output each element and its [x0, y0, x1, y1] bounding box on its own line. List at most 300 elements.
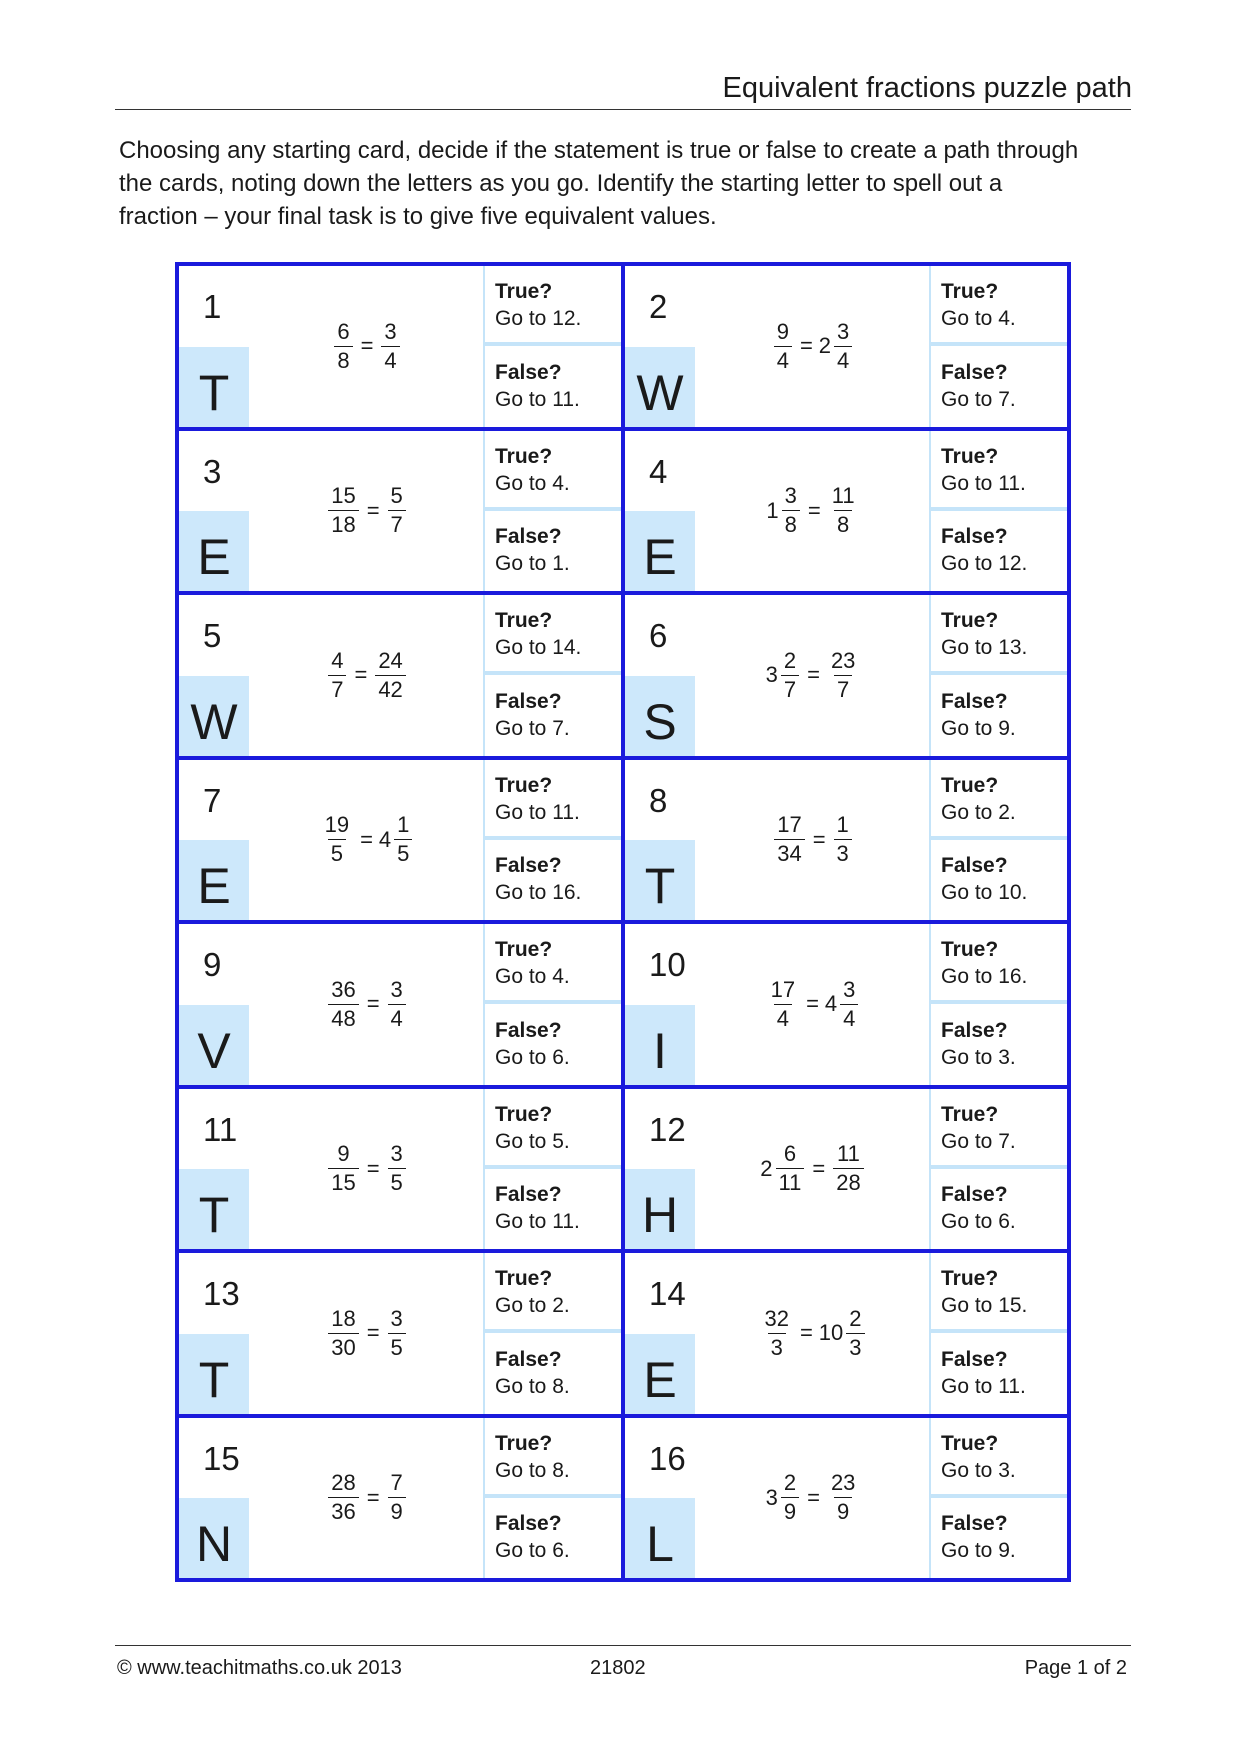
false-label: False?	[495, 854, 562, 877]
false-choice	[931, 1498, 1067, 1578]
fraction-statement	[326, 1469, 408, 1526]
card-letter-box	[625, 347, 695, 427]
left-fraction	[328, 1469, 358, 1526]
false-label: False?	[495, 360, 562, 384]
right-fraction	[840, 976, 858, 1033]
numerator: 4	[331, 647, 344, 673]
false-choice	[485, 676, 621, 756]
fraction-statement	[766, 1469, 861, 1526]
left-fraction	[328, 482, 358, 539]
false-destination: Go to 16.	[495, 881, 582, 904]
card-letter: T	[644, 858, 676, 914]
false-label: False?	[495, 1512, 562, 1535]
left-fraction	[782, 482, 800, 539]
right-fraction	[388, 1469, 406, 1526]
card-letter-box	[179, 1334, 249, 1414]
fraction-statement-area	[249, 1418, 485, 1579]
numerator: 23	[830, 1470, 856, 1496]
true-choice	[485, 924, 621, 1004]
numerator: 36	[331, 976, 356, 1002]
card-choices	[483, 1089, 621, 1250]
denominator: 5	[394, 839, 412, 868]
true-destination: Go to 4.	[495, 471, 570, 495]
true-choice	[931, 431, 1067, 511]
equals-sign: =	[366, 1155, 380, 1181]
true-label: True?	[941, 773, 999, 797]
true-destination: Go to 4.	[495, 965, 570, 988]
fraction-statement-area	[695, 1089, 931, 1250]
card-choices	[929, 1418, 1067, 1579]
card-letter-box	[179, 1169, 249, 1249]
true-label: True?	[941, 1102, 999, 1126]
equals-sign: =	[799, 333, 813, 359]
true-label: True?	[495, 1102, 553, 1126]
card-number: 1	[203, 288, 222, 325]
numerator: 3	[390, 1141, 403, 1167]
card-letter: E	[643, 1351, 677, 1408]
card-letter: E	[197, 529, 231, 585]
true-label: True?	[941, 938, 999, 961]
puzzle-card	[177, 1251, 623, 1416]
true-destination: Go to 15.	[941, 1294, 1028, 1317]
numerator: 1	[397, 812, 410, 838]
false-choice	[931, 840, 1067, 920]
card-letter: E	[643, 529, 677, 585]
false-label: False?	[495, 1018, 562, 1042]
numerator: 15	[331, 483, 356, 509]
fraction-statement	[766, 647, 861, 704]
fraction-statement-area	[695, 924, 931, 1085]
true-label: True?	[495, 773, 553, 797]
card-letter: N	[195, 1516, 233, 1572]
true-choice	[485, 1089, 621, 1169]
puzzle-card	[177, 264, 623, 429]
true-destination: Go to 16.	[941, 965, 1028, 988]
denominator: 3	[768, 1333, 786, 1362]
left-fraction	[761, 1305, 791, 1362]
false-destination: Go to 9.	[941, 716, 1016, 740]
left-fraction	[781, 1469, 799, 1526]
right-fraction	[388, 976, 406, 1033]
equals-sign: =	[354, 662, 368, 688]
card-choices	[929, 431, 1067, 592]
true-label: True?	[941, 1431, 999, 1455]
puzzle-card	[623, 429, 1069, 594]
left-fraction	[322, 811, 352, 868]
whole-number: 1	[766, 497, 779, 523]
true-label: True?	[941, 609, 999, 632]
card-letter-box	[179, 840, 249, 920]
false-choice	[931, 1169, 1067, 1249]
equals-sign: =	[360, 333, 374, 359]
instructions-line: Choosing any starting card, decide if the statement is true or false to create a path through	[119, 137, 1079, 164]
fraction-statement	[772, 318, 855, 375]
card-number: 12	[649, 1110, 686, 1148]
true-choice	[485, 1253, 621, 1333]
false-destination: Go to 8.	[495, 1374, 570, 1398]
denominator: 9	[781, 1497, 799, 1526]
false-destination: Go to 6.	[941, 1210, 1016, 1233]
card-letter-box	[179, 511, 249, 591]
card-choices	[929, 924, 1067, 1085]
equals-sign: =	[360, 826, 373, 852]
left-fraction	[328, 647, 346, 704]
puzzle-card	[623, 1251, 1069, 1416]
left-fraction	[776, 1140, 805, 1197]
fraction-statement-area	[249, 1253, 485, 1414]
true-destination: Go to 14.	[495, 636, 582, 659]
left-fraction	[334, 318, 352, 375]
card-letter: E	[197, 858, 231, 914]
denominator: 7	[781, 675, 799, 704]
puzzle-card	[177, 429, 623, 594]
card-letter-box	[179, 1005, 249, 1085]
numerator: 3	[784, 483, 797, 509]
right-fraction	[388, 482, 406, 539]
whole-number: 4	[824, 991, 838, 1017]
fraction-statement-area	[695, 760, 931, 921]
equals-sign: =	[807, 1484, 820, 1510]
denominator: 7	[834, 675, 852, 704]
fraction-statement-area	[249, 760, 485, 921]
card-choices	[929, 1253, 1067, 1414]
numerator: 3	[843, 976, 856, 1002]
left-fraction	[774, 318, 792, 375]
card-choices	[483, 266, 621, 427]
numerator: 6	[783, 1141, 797, 1167]
fraction-statement-area	[695, 595, 931, 756]
equals-sign: =	[812, 826, 826, 852]
true-label: True?	[941, 1267, 999, 1290]
denominator: 48	[328, 1004, 358, 1033]
numerator: 2	[783, 647, 797, 673]
numerator: 32	[764, 1305, 789, 1331]
card-letter-box	[625, 511, 695, 591]
denominator: 4	[834, 346, 852, 375]
true-destination: Go to 11.	[495, 800, 580, 824]
right-fraction	[394, 811, 412, 868]
numerator: 2	[849, 1305, 862, 1331]
true-label: True?	[495, 280, 553, 303]
equals-sign: =	[807, 497, 821, 523]
denominator: 4	[774, 346, 792, 375]
fraction-statement-area	[695, 431, 931, 592]
false-destination: Go to 7.	[941, 387, 1016, 411]
true-destination: Go to 13.	[941, 636, 1028, 659]
fraction-statement	[766, 976, 861, 1033]
footer-page-number: Page 1 of 2	[1024, 1657, 1127, 1679]
left-fraction	[328, 1305, 358, 1362]
right-fraction	[828, 647, 858, 704]
numerator: 3	[390, 1305, 403, 1331]
puzzle-card	[623, 593, 1069, 758]
denominator: 8	[834, 510, 852, 539]
puzzle-card	[623, 1416, 1069, 1581]
false-destination: Go to 3.	[941, 1045, 1016, 1069]
right-fraction	[828, 1469, 858, 1526]
false-label: False?	[495, 525, 562, 548]
numerator: 17	[770, 976, 796, 1002]
left-fraction	[774, 811, 804, 868]
numerator: 18	[331, 1305, 356, 1331]
fraction-statement	[326, 976, 408, 1033]
fraction-statement-area	[249, 431, 485, 592]
true-choice	[931, 595, 1067, 675]
whole-number: 3	[765, 662, 778, 688]
fraction-statement	[326, 482, 408, 539]
false-choice	[931, 1005, 1067, 1085]
false-destination: Go to 6.	[495, 1045, 570, 1069]
false-label: False?	[941, 360, 1008, 384]
true-destination: Go to 8.	[495, 1458, 570, 1482]
fraction-statement-area	[695, 1418, 931, 1579]
denominator: 3	[846, 1333, 864, 1362]
card-number: 5	[203, 617, 222, 654]
card-number: 8	[649, 781, 668, 819]
fraction-statement	[332, 318, 401, 375]
card-choices	[483, 924, 621, 1085]
numerator: 19	[324, 812, 350, 838]
fraction-statement-area	[249, 1089, 485, 1250]
true-choice	[485, 595, 621, 675]
fraction-statement	[326, 1140, 408, 1197]
card-letter: W	[636, 364, 684, 421]
denominator: 34	[774, 839, 804, 868]
true-destination: Go to 3.	[941, 1458, 1016, 1482]
true-label: True?	[495, 609, 553, 632]
numerator: 3	[390, 976, 403, 1002]
true-choice	[931, 1418, 1067, 1498]
left-fraction	[328, 976, 358, 1033]
numerator: 9	[776, 318, 789, 344]
numerator: 9	[337, 1141, 350, 1167]
false-destination: Go to 10.	[941, 881, 1028, 904]
false-destination: Go to 11.	[495, 1210, 580, 1233]
card-letter-box	[179, 347, 249, 427]
denominator: 42	[375, 675, 405, 704]
fraction-statement	[772, 811, 854, 868]
left-fraction	[328, 1140, 358, 1197]
card-number: 6	[649, 617, 668, 654]
true-label: True?	[495, 1431, 553, 1455]
true-destination: Go to 2.	[941, 800, 1016, 824]
numerator: 5	[390, 483, 403, 509]
denominator: 15	[328, 1168, 358, 1197]
equals-sign: =	[366, 1320, 380, 1346]
right-fraction	[834, 811, 852, 868]
right-fraction	[388, 1305, 406, 1362]
false-choice	[485, 1334, 621, 1414]
equals-sign: =	[799, 1320, 813, 1346]
false-choice	[485, 1169, 621, 1249]
card-choices	[483, 1418, 621, 1579]
card-choices	[483, 760, 621, 921]
numerator: 1	[836, 812, 849, 838]
fraction-statement-area	[249, 266, 485, 427]
fraction-statement-area	[695, 1253, 931, 1414]
whole-number: 10	[818, 1320, 844, 1346]
card-letter: L	[646, 1516, 674, 1572]
numerator: 11	[837, 1141, 860, 1167]
denominator: 4	[774, 1004, 792, 1033]
card-letter-box	[625, 840, 695, 920]
card-number: 9	[203, 946, 222, 983]
true-choice	[485, 266, 621, 346]
card-letter-box	[625, 1498, 695, 1578]
false-destination: Go to 11.	[495, 387, 580, 411]
fraction-statement-area	[249, 924, 485, 1085]
denominator: 7	[328, 675, 346, 704]
fraction-statement	[320, 811, 415, 868]
card-number: 3	[203, 452, 222, 490]
true-choice	[931, 1253, 1067, 1333]
false-label: False?	[495, 1347, 562, 1371]
numerator: 6	[337, 318, 350, 344]
numerator: 7	[390, 1470, 403, 1496]
right-fraction	[833, 1140, 863, 1197]
equals-sign: =	[812, 1155, 826, 1181]
card-letter-box	[625, 676, 695, 756]
puzzle-card	[623, 922, 1069, 1087]
denominator: 11	[776, 1168, 805, 1197]
false-label: False?	[941, 1512, 1008, 1535]
false-choice	[485, 840, 621, 920]
puzzle-card	[623, 264, 1069, 429]
card-number: 14	[649, 1275, 686, 1312]
puzzle-card	[177, 922, 623, 1087]
right-fraction	[834, 318, 852, 375]
false-label: False?	[495, 1183, 562, 1206]
card-letter: H	[641, 1187, 679, 1243]
denominator: 8	[334, 346, 352, 375]
false-destination: Go to 7.	[495, 716, 570, 740]
true-destination: Go to 12.	[495, 307, 582, 330]
right-fraction	[375, 647, 405, 704]
denominator: 9	[834, 1497, 852, 1526]
card-number: 7	[203, 781, 222, 819]
false-choice	[485, 511, 621, 591]
denominator: 18	[328, 510, 358, 539]
false-label: False?	[941, 1347, 1008, 1371]
false-choice	[931, 511, 1067, 591]
card-letter-box	[625, 1334, 695, 1414]
whole-number: 2	[760, 1155, 773, 1181]
true-choice	[931, 924, 1067, 1004]
right-fraction	[846, 1305, 864, 1362]
card-letter: S	[643, 693, 677, 750]
card-letter: T	[198, 1187, 230, 1243]
left-fraction	[781, 647, 799, 704]
equals-sign: =	[807, 662, 820, 688]
true-destination: Go to 5.	[495, 1129, 570, 1153]
true-label: True?	[941, 444, 999, 468]
page-title: Equivalent fractions puzzle path	[722, 72, 1132, 104]
right-fraction	[388, 1140, 406, 1197]
card-letter-box	[179, 676, 249, 756]
denominator: 8	[782, 510, 800, 539]
card-number: 2	[649, 288, 668, 325]
fraction-statement	[326, 647, 408, 704]
denominator: 4	[840, 1004, 858, 1033]
true-label: True?	[495, 444, 553, 468]
numerator: 11	[831, 483, 855, 509]
false-choice	[931, 347, 1067, 427]
equals-sign: =	[366, 1484, 380, 1510]
numerator: 3	[384, 318, 397, 344]
false-label: False?	[941, 1183, 1008, 1206]
true-choice	[485, 431, 621, 511]
puzzle-card	[623, 1087, 1069, 1252]
puzzle-card-grid	[175, 262, 1071, 1582]
denominator: 5	[388, 1168, 406, 1197]
instructions	[119, 134, 1129, 233]
card-letter-box	[179, 1498, 249, 1578]
instructions-line: fraction – your final task is to give five equivalent values.	[119, 203, 717, 230]
denominator: 30	[328, 1333, 358, 1362]
numerator: 2	[783, 1470, 797, 1496]
denominator: 4	[381, 346, 399, 375]
numerator: 28	[331, 1470, 356, 1496]
fraction-statement	[766, 482, 859, 539]
card-number: 13	[203, 1275, 240, 1312]
card-choices	[929, 266, 1067, 427]
whole-number: 4	[378, 826, 392, 852]
false-choice	[931, 1334, 1067, 1414]
false-choice	[485, 1005, 621, 1085]
false-label: False?	[941, 854, 1008, 877]
true-destination: Go to 7.	[941, 1129, 1016, 1153]
false-label: False?	[941, 689, 1008, 713]
footer-copyright: © www.teachitmaths.co.uk 2013	[117, 1657, 402, 1679]
denominator: 9	[388, 1497, 406, 1526]
false-choice	[931, 676, 1067, 756]
denominator: 4	[388, 1004, 406, 1033]
false-label: False?	[941, 525, 1008, 548]
false-destination: Go to 11.	[941, 1374, 1026, 1398]
false-destination: Go to 1.	[495, 552, 570, 575]
puzzle-card	[177, 758, 623, 923]
denominator: 36	[328, 1497, 358, 1526]
numerator: 3	[837, 318, 850, 344]
card-letter-box	[625, 1169, 695, 1249]
right-fraction	[829, 482, 858, 539]
fraction-statement-area	[695, 266, 931, 427]
card-letter-box	[625, 1005, 695, 1085]
denominator: 28	[833, 1168, 863, 1197]
instructions-line: the cards, noting down the letters as you go. Identify the starting letter to spell out a	[119, 170, 1003, 197]
card-letter: I	[653, 1022, 667, 1079]
footer-divider	[115, 1645, 1131, 1646]
true-choice	[931, 1089, 1067, 1169]
true-label: True?	[941, 280, 999, 303]
card-choices	[483, 431, 621, 592]
true-choice	[931, 760, 1067, 840]
false-label: False?	[495, 689, 562, 713]
denominator: 5	[328, 839, 346, 868]
numerator: 17	[777, 812, 802, 838]
true-destination: Go to 2.	[495, 1294, 570, 1317]
true-destination: Go to 4.	[941, 307, 1016, 330]
card-choices	[929, 595, 1067, 756]
false-label: False?	[941, 1018, 1008, 1042]
card-choices	[929, 760, 1067, 921]
numerator: 23	[830, 647, 856, 673]
card-choices	[483, 595, 621, 756]
true-choice	[485, 1418, 621, 1498]
false-choice	[485, 1498, 621, 1578]
card-letter: T	[198, 1351, 230, 1408]
puzzle-card	[623, 758, 1069, 923]
